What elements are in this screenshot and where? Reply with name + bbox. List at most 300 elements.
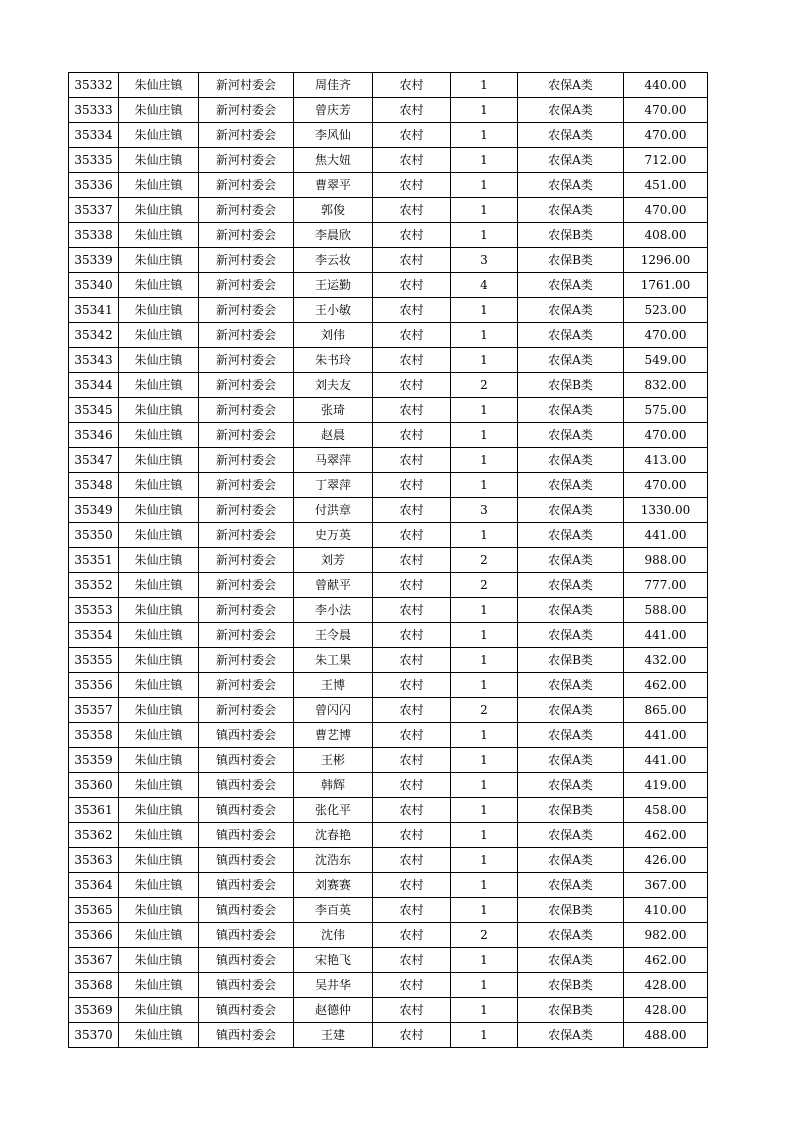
town-cell: 朱仙庄镇 bbox=[119, 973, 199, 998]
area-type-cell: 农村 bbox=[373, 823, 451, 848]
table-row bbox=[69, 273, 708, 298]
amount-cell: 712.00 bbox=[624, 148, 708, 173]
row-id-cell: 35345 bbox=[69, 398, 119, 423]
name-cell: 丁翠萍 bbox=[294, 473, 373, 498]
amount-cell: 428.00 bbox=[624, 998, 708, 1023]
village-committee-cell: 新河村委会 bbox=[199, 298, 294, 323]
household-count-cell: 1 bbox=[451, 623, 518, 648]
row-id-cell: 35344 bbox=[69, 373, 119, 398]
name-cell: 刘夫友 bbox=[294, 373, 373, 398]
row-id-cell: 35341 bbox=[69, 298, 119, 323]
insurance-category-cell: 农保A类 bbox=[518, 273, 624, 298]
town-cell: 朱仙庄镇 bbox=[119, 548, 199, 573]
insurance-category-cell: 农保A类 bbox=[518, 723, 624, 748]
row-id-cell: 35370 bbox=[69, 1023, 119, 1048]
insurance-category-cell: 农保A类 bbox=[518, 848, 624, 873]
insurance-category-cell: 农保A类 bbox=[518, 323, 624, 348]
household-count-cell: 1 bbox=[451, 973, 518, 998]
village-committee-cell: 新河村委会 bbox=[199, 323, 294, 348]
town-cell: 朱仙庄镇 bbox=[119, 248, 199, 273]
amount-cell: 426.00 bbox=[624, 848, 708, 873]
name-cell: 赵德仲 bbox=[294, 998, 373, 1023]
household-count-cell: 1 bbox=[451, 448, 518, 473]
village-committee-cell: 新河村委会 bbox=[199, 398, 294, 423]
household-count-cell: 1 bbox=[451, 773, 518, 798]
town-cell: 朱仙庄镇 bbox=[119, 473, 199, 498]
town-cell: 朱仙庄镇 bbox=[119, 648, 199, 673]
village-committee-cell: 新河村委会 bbox=[199, 523, 294, 548]
town-cell: 朱仙庄镇 bbox=[119, 398, 199, 423]
row-id-cell: 35342 bbox=[69, 323, 119, 348]
area-type-cell: 农村 bbox=[373, 673, 451, 698]
amount-cell: 865.00 bbox=[624, 698, 708, 723]
row-id-cell: 35333 bbox=[69, 98, 119, 123]
area-type-cell: 农村 bbox=[373, 373, 451, 398]
area-type-cell: 农村 bbox=[373, 348, 451, 373]
area-type-cell: 农村 bbox=[373, 173, 451, 198]
table-row bbox=[69, 748, 708, 773]
area-type-cell: 农村 bbox=[373, 423, 451, 448]
row-id-cell: 35349 bbox=[69, 498, 119, 523]
village-committee-cell: 新河村委会 bbox=[199, 198, 294, 223]
amount-cell: 470.00 bbox=[624, 98, 708, 123]
insurance-category-cell: 农保A类 bbox=[518, 73, 624, 98]
name-cell: 刘赛赛 bbox=[294, 873, 373, 898]
row-id-cell: 35356 bbox=[69, 673, 119, 698]
insurance-category-cell: 农保B类 bbox=[518, 223, 624, 248]
household-count-cell: 1 bbox=[451, 848, 518, 873]
insurance-category-cell: 农保A类 bbox=[518, 498, 624, 523]
row-id-cell: 35362 bbox=[69, 823, 119, 848]
household-count-cell: 1 bbox=[451, 123, 518, 148]
amount-cell: 588.00 bbox=[624, 598, 708, 623]
village-committee-cell: 镇西村委会 bbox=[199, 898, 294, 923]
household-count-cell: 1 bbox=[451, 223, 518, 248]
table-row bbox=[69, 873, 708, 898]
village-committee-cell: 新河村委会 bbox=[199, 273, 294, 298]
area-type-cell: 农村 bbox=[373, 998, 451, 1023]
amount-cell: 458.00 bbox=[624, 798, 708, 823]
village-committee-cell: 新河村委会 bbox=[199, 473, 294, 498]
household-count-cell: 3 bbox=[451, 248, 518, 273]
table-row bbox=[69, 923, 708, 948]
village-committee-cell: 新河村委会 bbox=[199, 498, 294, 523]
village-committee-cell: 镇西村委会 bbox=[199, 823, 294, 848]
amount-cell: 988.00 bbox=[624, 548, 708, 573]
area-type-cell: 农村 bbox=[373, 473, 451, 498]
area-type-cell: 农村 bbox=[373, 598, 451, 623]
name-cell: 李晨欣 bbox=[294, 223, 373, 248]
town-cell: 朱仙庄镇 bbox=[119, 773, 199, 798]
household-count-cell: 1 bbox=[451, 948, 518, 973]
row-id-cell: 35357 bbox=[69, 698, 119, 723]
insurance-category-cell: 农保B类 bbox=[518, 973, 624, 998]
row-id-cell: 35352 bbox=[69, 573, 119, 598]
amount-cell: 428.00 bbox=[624, 973, 708, 998]
name-cell: 张化平 bbox=[294, 798, 373, 823]
insurance-category-cell: 农保B类 bbox=[518, 798, 624, 823]
village-committee-cell: 镇西村委会 bbox=[199, 948, 294, 973]
table-row bbox=[69, 323, 708, 348]
area-type-cell: 农村 bbox=[373, 523, 451, 548]
town-cell: 朱仙庄镇 bbox=[119, 123, 199, 148]
area-type-cell: 农村 bbox=[373, 848, 451, 873]
town-cell: 朱仙庄镇 bbox=[119, 73, 199, 98]
household-count-cell: 1 bbox=[451, 748, 518, 773]
row-id-cell: 35339 bbox=[69, 248, 119, 273]
amount-cell: 441.00 bbox=[624, 723, 708, 748]
table-row bbox=[69, 498, 708, 523]
town-cell: 朱仙庄镇 bbox=[119, 823, 199, 848]
row-id-cell: 35343 bbox=[69, 348, 119, 373]
household-count-cell: 1 bbox=[451, 998, 518, 1023]
town-cell: 朱仙庄镇 bbox=[119, 798, 199, 823]
household-count-cell: 1 bbox=[451, 898, 518, 923]
insurance-category-cell: 农保A类 bbox=[518, 573, 624, 598]
table-row bbox=[69, 798, 708, 823]
town-cell: 朱仙庄镇 bbox=[119, 748, 199, 773]
area-type-cell: 农村 bbox=[373, 873, 451, 898]
insurance-category-cell: 农保A类 bbox=[518, 423, 624, 448]
amount-cell: 470.00 bbox=[624, 123, 708, 148]
row-id-cell: 35334 bbox=[69, 123, 119, 148]
row-id-cell: 35336 bbox=[69, 173, 119, 198]
name-cell: 沈浩东 bbox=[294, 848, 373, 873]
area-type-cell: 农村 bbox=[373, 648, 451, 673]
village-committee-cell: 新河村委会 bbox=[199, 348, 294, 373]
village-committee-cell: 新河村委会 bbox=[199, 548, 294, 573]
amount-cell: 523.00 bbox=[624, 298, 708, 323]
table-row bbox=[69, 223, 708, 248]
table-row bbox=[69, 123, 708, 148]
name-cell: 赵晨 bbox=[294, 423, 373, 448]
table-row bbox=[69, 723, 708, 748]
name-cell: 宋艳飞 bbox=[294, 948, 373, 973]
town-cell: 朱仙庄镇 bbox=[119, 323, 199, 348]
insurance-category-cell: 农保A类 bbox=[518, 748, 624, 773]
amount-cell: 549.00 bbox=[624, 348, 708, 373]
amount-cell: 410.00 bbox=[624, 898, 708, 923]
table-row bbox=[69, 398, 708, 423]
area-type-cell: 农村 bbox=[373, 623, 451, 648]
name-cell: 曾庆芳 bbox=[294, 98, 373, 123]
household-count-cell: 1 bbox=[451, 148, 518, 173]
town-cell: 朱仙庄镇 bbox=[119, 898, 199, 923]
insurance-category-cell: 农保B类 bbox=[518, 248, 624, 273]
area-type-cell: 农村 bbox=[373, 398, 451, 423]
name-cell: 曾献平 bbox=[294, 573, 373, 598]
insurance-category-cell: 农保B类 bbox=[518, 998, 624, 1023]
village-committee-cell: 新河村委会 bbox=[199, 373, 294, 398]
area-type-cell: 农村 bbox=[373, 1023, 451, 1048]
row-id-cell: 35360 bbox=[69, 773, 119, 798]
table-row bbox=[69, 898, 708, 923]
village-committee-cell: 新河村委会 bbox=[199, 123, 294, 148]
name-cell: 郭俊 bbox=[294, 198, 373, 223]
insurance-category-cell: 农保A类 bbox=[518, 673, 624, 698]
name-cell: 王博 bbox=[294, 673, 373, 698]
village-committee-cell: 新河村委会 bbox=[199, 73, 294, 98]
table-row bbox=[69, 548, 708, 573]
household-count-cell: 3 bbox=[451, 498, 518, 523]
area-type-cell: 农村 bbox=[373, 298, 451, 323]
row-id-cell: 35335 bbox=[69, 148, 119, 173]
town-cell: 朱仙庄镇 bbox=[119, 448, 199, 473]
village-committee-cell: 镇西村委会 bbox=[199, 873, 294, 898]
table-row bbox=[69, 73, 708, 98]
village-committee-cell: 新河村委会 bbox=[199, 98, 294, 123]
town-cell: 朱仙庄镇 bbox=[119, 498, 199, 523]
table-row bbox=[69, 523, 708, 548]
town-cell: 朱仙庄镇 bbox=[119, 723, 199, 748]
village-committee-cell: 镇西村委会 bbox=[199, 748, 294, 773]
village-committee-cell: 新河村委会 bbox=[199, 673, 294, 698]
town-cell: 朱仙庄镇 bbox=[119, 98, 199, 123]
household-count-cell: 2 bbox=[451, 923, 518, 948]
town-cell: 朱仙庄镇 bbox=[119, 348, 199, 373]
town-cell: 朱仙庄镇 bbox=[119, 623, 199, 648]
household-count-cell: 1 bbox=[451, 598, 518, 623]
village-committee-cell: 新河村委会 bbox=[199, 423, 294, 448]
area-type-cell: 农村 bbox=[373, 448, 451, 473]
name-cell: 王令晨 bbox=[294, 623, 373, 648]
row-id-cell: 35346 bbox=[69, 423, 119, 448]
row-id-cell: 35358 bbox=[69, 723, 119, 748]
name-cell: 朱书玲 bbox=[294, 348, 373, 373]
insurance-category-cell: 农保A类 bbox=[518, 523, 624, 548]
household-count-cell: 1 bbox=[451, 873, 518, 898]
town-cell: 朱仙庄镇 bbox=[119, 298, 199, 323]
row-id-cell: 35359 bbox=[69, 748, 119, 773]
row-id-cell: 35332 bbox=[69, 73, 119, 98]
name-cell: 沈春艳 bbox=[294, 823, 373, 848]
row-id-cell: 35348 bbox=[69, 473, 119, 498]
row-id-cell: 35353 bbox=[69, 598, 119, 623]
insurance-category-cell: 农保A类 bbox=[518, 448, 624, 473]
name-cell: 付洪章 bbox=[294, 498, 373, 523]
area-type-cell: 农村 bbox=[373, 273, 451, 298]
household-count-cell: 1 bbox=[451, 673, 518, 698]
household-count-cell: 1 bbox=[451, 398, 518, 423]
table-row bbox=[69, 1023, 708, 1048]
name-cell: 王彬 bbox=[294, 748, 373, 773]
insurance-category-cell: 农保A类 bbox=[518, 948, 624, 973]
household-count-cell: 2 bbox=[451, 573, 518, 598]
table-row bbox=[69, 298, 708, 323]
household-count-cell: 1 bbox=[451, 798, 518, 823]
name-cell: 李风仙 bbox=[294, 123, 373, 148]
name-cell: 吴井华 bbox=[294, 973, 373, 998]
name-cell: 焦大妞 bbox=[294, 148, 373, 173]
town-cell: 朱仙庄镇 bbox=[119, 273, 199, 298]
village-committee-cell: 新河村委会 bbox=[199, 148, 294, 173]
village-committee-cell: 新河村委会 bbox=[199, 448, 294, 473]
table-row bbox=[69, 248, 708, 273]
insurance-category-cell: 农保A类 bbox=[518, 773, 624, 798]
household-count-cell: 1 bbox=[451, 323, 518, 348]
household-count-cell: 1 bbox=[451, 198, 518, 223]
row-id-cell: 35363 bbox=[69, 848, 119, 873]
table-row bbox=[69, 573, 708, 598]
area-type-cell: 农村 bbox=[373, 923, 451, 948]
insurance-category-cell: 农保A类 bbox=[518, 398, 624, 423]
insurance-category-cell: 农保A类 bbox=[518, 598, 624, 623]
name-cell: 李小法 bbox=[294, 598, 373, 623]
area-type-cell: 农村 bbox=[373, 573, 451, 598]
amount-cell: 432.00 bbox=[624, 648, 708, 673]
household-count-cell: 1 bbox=[451, 523, 518, 548]
household-count-cell: 4 bbox=[451, 273, 518, 298]
town-cell: 朱仙庄镇 bbox=[119, 698, 199, 723]
household-count-cell: 2 bbox=[451, 698, 518, 723]
area-type-cell: 农村 bbox=[373, 248, 451, 273]
area-type-cell: 农村 bbox=[373, 773, 451, 798]
row-id-cell: 35364 bbox=[69, 873, 119, 898]
amount-cell: 470.00 bbox=[624, 423, 708, 448]
village-committee-cell: 镇西村委会 bbox=[199, 848, 294, 873]
table-row bbox=[69, 848, 708, 873]
village-committee-cell: 镇西村委会 bbox=[199, 923, 294, 948]
amount-cell: 462.00 bbox=[624, 823, 708, 848]
table-row bbox=[69, 373, 708, 398]
town-cell: 朱仙庄镇 bbox=[119, 198, 199, 223]
record-table bbox=[68, 72, 708, 1048]
town-cell: 朱仙庄镇 bbox=[119, 873, 199, 898]
row-id-cell: 35347 bbox=[69, 448, 119, 473]
name-cell: 沈伟 bbox=[294, 923, 373, 948]
area-type-cell: 农村 bbox=[373, 798, 451, 823]
amount-cell: 441.00 bbox=[624, 523, 708, 548]
town-cell: 朱仙庄镇 bbox=[119, 423, 199, 448]
name-cell: 张琦 bbox=[294, 398, 373, 423]
row-id-cell: 35340 bbox=[69, 273, 119, 298]
village-committee-cell: 新河村委会 bbox=[199, 223, 294, 248]
amount-cell: 832.00 bbox=[624, 373, 708, 398]
row-id-cell: 35365 bbox=[69, 898, 119, 923]
name-cell: 李云妆 bbox=[294, 248, 373, 273]
amount-cell: 575.00 bbox=[624, 398, 708, 423]
area-type-cell: 农村 bbox=[373, 323, 451, 348]
household-count-cell: 2 bbox=[451, 548, 518, 573]
town-cell: 朱仙庄镇 bbox=[119, 598, 199, 623]
household-count-cell: 1 bbox=[451, 73, 518, 98]
table-row bbox=[69, 998, 708, 1023]
row-id-cell: 35361 bbox=[69, 798, 119, 823]
household-count-cell: 1 bbox=[451, 648, 518, 673]
table-row bbox=[69, 98, 708, 123]
name-cell: 刘芳 bbox=[294, 548, 373, 573]
row-id-cell: 35338 bbox=[69, 223, 119, 248]
insurance-category-cell: 农保A类 bbox=[518, 623, 624, 648]
name-cell: 王小敏 bbox=[294, 298, 373, 323]
row-id-cell: 35367 bbox=[69, 948, 119, 973]
area-type-cell: 农村 bbox=[373, 98, 451, 123]
table-row bbox=[69, 473, 708, 498]
amount-cell: 777.00 bbox=[624, 573, 708, 598]
village-committee-cell: 新河村委会 bbox=[199, 623, 294, 648]
town-cell: 朱仙庄镇 bbox=[119, 523, 199, 548]
name-cell: 王建 bbox=[294, 1023, 373, 1048]
insurance-category-cell: 农保A类 bbox=[518, 698, 624, 723]
amount-cell: 451.00 bbox=[624, 173, 708, 198]
amount-cell: 1296.00 bbox=[624, 248, 708, 273]
table-row bbox=[69, 348, 708, 373]
insurance-category-cell: 农保A类 bbox=[518, 473, 624, 498]
town-cell: 朱仙庄镇 bbox=[119, 373, 199, 398]
area-type-cell: 农村 bbox=[373, 198, 451, 223]
area-type-cell: 农村 bbox=[373, 973, 451, 998]
area-type-cell: 农村 bbox=[373, 498, 451, 523]
amount-cell: 408.00 bbox=[624, 223, 708, 248]
name-cell: 朱工果 bbox=[294, 648, 373, 673]
name-cell: 周佳齐 bbox=[294, 73, 373, 98]
household-count-cell: 1 bbox=[451, 423, 518, 448]
table-row bbox=[69, 148, 708, 173]
table-row bbox=[69, 823, 708, 848]
village-committee-cell: 新河村委会 bbox=[199, 573, 294, 598]
household-count-cell: 1 bbox=[451, 298, 518, 323]
insurance-category-cell: 农保A类 bbox=[518, 298, 624, 323]
table-row bbox=[69, 448, 708, 473]
name-cell: 刘伟 bbox=[294, 323, 373, 348]
insurance-category-cell: 农保A类 bbox=[518, 98, 624, 123]
household-count-cell: 1 bbox=[451, 723, 518, 748]
town-cell: 朱仙庄镇 bbox=[119, 848, 199, 873]
insurance-category-cell: 农保A类 bbox=[518, 923, 624, 948]
name-cell: 曹翠平 bbox=[294, 173, 373, 198]
area-type-cell: 农村 bbox=[373, 748, 451, 773]
table-row bbox=[69, 948, 708, 973]
insurance-category-cell: 农保A类 bbox=[518, 148, 624, 173]
amount-cell: 462.00 bbox=[624, 673, 708, 698]
area-type-cell: 农村 bbox=[373, 548, 451, 573]
table-row bbox=[69, 698, 708, 723]
insurance-category-cell: 农保A类 bbox=[518, 1023, 624, 1048]
insurance-category-cell: 农保A类 bbox=[518, 198, 624, 223]
area-type-cell: 农村 bbox=[373, 948, 451, 973]
name-cell: 曹艺博 bbox=[294, 723, 373, 748]
area-type-cell: 农村 bbox=[373, 123, 451, 148]
insurance-category-cell: 农保A类 bbox=[518, 548, 624, 573]
name-cell: 韩辉 bbox=[294, 773, 373, 798]
name-cell: 李百英 bbox=[294, 898, 373, 923]
town-cell: 朱仙庄镇 bbox=[119, 223, 199, 248]
name-cell: 马翠萍 bbox=[294, 448, 373, 473]
amount-cell: 470.00 bbox=[624, 198, 708, 223]
amount-cell: 441.00 bbox=[624, 748, 708, 773]
household-count-cell: 1 bbox=[451, 348, 518, 373]
insurance-category-cell: 农保A类 bbox=[518, 348, 624, 373]
amount-cell: 470.00 bbox=[624, 323, 708, 348]
area-type-cell: 农村 bbox=[373, 698, 451, 723]
town-cell: 朱仙庄镇 bbox=[119, 923, 199, 948]
table-row bbox=[69, 598, 708, 623]
table-row bbox=[69, 623, 708, 648]
row-id-cell: 35355 bbox=[69, 648, 119, 673]
village-committee-cell: 镇西村委会 bbox=[199, 1023, 294, 1048]
amount-cell: 413.00 bbox=[624, 448, 708, 473]
table-row bbox=[69, 423, 708, 448]
row-id-cell: 35351 bbox=[69, 548, 119, 573]
household-count-cell: 1 bbox=[451, 473, 518, 498]
amount-cell: 1761.00 bbox=[624, 273, 708, 298]
name-cell: 曾闪闪 bbox=[294, 698, 373, 723]
row-id-cell: 35337 bbox=[69, 198, 119, 223]
name-cell: 史万英 bbox=[294, 523, 373, 548]
row-id-cell: 35368 bbox=[69, 973, 119, 998]
village-committee-cell: 新河村委会 bbox=[199, 648, 294, 673]
town-cell: 朱仙庄镇 bbox=[119, 948, 199, 973]
